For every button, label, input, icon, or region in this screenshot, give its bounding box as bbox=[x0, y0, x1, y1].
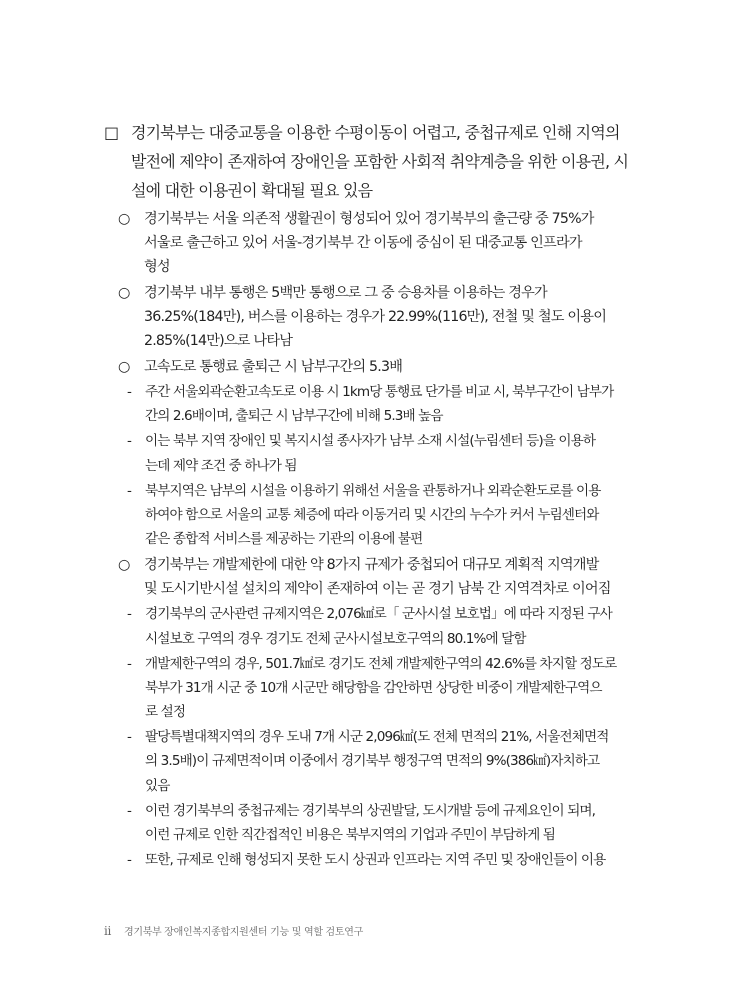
main-section-item bbox=[0, 118, 741, 205]
paragraph-line: 팔당특별대책지역의 경우 도내 7개 시군 2,096㎢(도 전체 면적의 21%, 서울전체면적 bbox=[145, 729, 609, 746]
bullet-line bbox=[0, 700, 741, 724]
bullet-line bbox=[0, 231, 741, 255]
bullet-line bbox=[0, 676, 741, 700]
paragraph-line: 간의 2.6배이며, 출퇴근 시 남부구간에 비해 5.3배 높음 bbox=[145, 408, 443, 425]
paragraph-line: 고속도로 통행료 출퇴근 시 남부구간의 5.3배 bbox=[144, 359, 403, 375]
detail-item bbox=[0, 799, 741, 847]
bullet-line bbox=[0, 627, 741, 651]
page-number: ii bbox=[104, 924, 112, 938]
paragraph-line: 로 설정 bbox=[145, 704, 186, 721]
paragraph-line: 및 도시기반시설 설치의 제약이 존재하여 이는 곧 경기 남북 간 지역격차로 이어짐 bbox=[144, 581, 611, 598]
bullet-line bbox=[0, 652, 741, 676]
bullet-line bbox=[0, 429, 741, 453]
detail-item bbox=[0, 602, 741, 650]
bullet-line bbox=[0, 176, 741, 205]
bullet-line bbox=[0, 281, 741, 305]
paragraph-line: 이런 규제로 인한 직간접적인 비용은 북부지역의 기업과 주민이 부담하게 됨 bbox=[145, 827, 555, 843]
dash-bullet-marker: - bbox=[127, 384, 132, 400]
paragraph-line: 36.25%(184만), 버스를 이용하는 경우가 22.99%(116만), 전철 및 철도 이용이 bbox=[144, 309, 607, 325]
dash-bullet-marker: - bbox=[127, 802, 132, 819]
sub-section-item bbox=[0, 355, 741, 379]
dash-bullet-marker: - bbox=[127, 655, 132, 672]
paragraph-line: 경기북부는 개발제한에 대한 약 8가지 규제가 중첩되어 대규모 계획적 지역개발 bbox=[144, 557, 599, 574]
paragraph-line: 의 3.5배)이 규제면적이며 이중에서 경기북부 행정구역 면적의 9%(386㎢)자치하고 bbox=[145, 753, 600, 770]
bullet-line bbox=[0, 329, 741, 353]
bullet-line bbox=[0, 799, 741, 823]
bullet-line bbox=[0, 454, 741, 478]
paragraph-line: 서울로 출근하고 있어 서울-경기북부 간 이동에 중심이 된 대중교통 인프라가 bbox=[144, 235, 582, 251]
circle-bullet-marker: ○ bbox=[118, 359, 130, 375]
paragraph-line: 경기북부는 서울 의존적 생활권이 형성되어 있어 경기북부의 출근량 중 75%가 bbox=[144, 211, 594, 227]
document-body bbox=[0, 118, 741, 872]
circle-bullet-marker: ○ bbox=[118, 211, 130, 227]
paragraph-line: 경기북부는 대중교통을 이용한 수평이동이 어렵고, 중첩규제로 인해 지역의 bbox=[131, 123, 620, 142]
paragraph-line: 경기북부의 군사관련 규제지역은 2,076㎢로「 군사시설 보호법」에 따라 지정된 구사 bbox=[145, 606, 612, 623]
bullet-line bbox=[0, 355, 741, 379]
paragraph-line: 설에 대한 이용권이 확대될 필요 있음 bbox=[131, 181, 373, 200]
dash-bullet-marker: - bbox=[127, 852, 132, 869]
bullet-line bbox=[0, 725, 741, 749]
paragraph-line: 이는 북부 지역 장애인 및 복지시설 종사자가 남부 소재 시설(누림센터 등)을 이용하 bbox=[145, 433, 596, 450]
footer-report-title: 경기북부 장애인복지종합지원센터 기능 및 역할 검토연구 bbox=[123, 927, 364, 938]
bullet-line bbox=[0, 479, 741, 503]
detail-item bbox=[0, 848, 741, 872]
paragraph-line: 2.85%(14만)으로 나타남 bbox=[144, 333, 293, 349]
dash-bullet-marker: - bbox=[127, 433, 132, 450]
bullet-line bbox=[0, 255, 741, 279]
circle-bullet-marker: ○ bbox=[118, 285, 130, 301]
paragraph-line: 형성 bbox=[144, 259, 170, 275]
sub-section-item bbox=[0, 281, 741, 353]
dash-bullet-marker: - bbox=[127, 606, 132, 623]
paragraph-line: 주간 서울외곽순환고속도로 이용 시 1km당 통행료 단가를 비교 시, 북부구간이 남부가 bbox=[145, 384, 614, 400]
paragraph-line: 하여야 함으로 서울의 교통 체증에 따라 이동거리 및 시간의 누수가 커서 누림센터와 bbox=[145, 506, 599, 523]
paragraph-line: 북부지역은 남부의 시설을 이용하기 위해선 서울을 관통하거나 외곽순환도로를 이용 bbox=[145, 482, 601, 499]
detail-item bbox=[0, 429, 741, 477]
bullet-line bbox=[0, 577, 741, 601]
detail-item bbox=[0, 380, 741, 428]
bullet-line bbox=[0, 527, 741, 551]
bullet-line bbox=[0, 118, 741, 147]
detail-item bbox=[0, 652, 741, 725]
bullet-line bbox=[0, 749, 741, 773]
sub-section-item bbox=[0, 207, 741, 279]
page-footer bbox=[104, 923, 363, 938]
paragraph-line: 같은 종합적 서비스를 제공하는 기관의 이용에 불편 bbox=[145, 531, 423, 548]
bullet-line bbox=[0, 774, 741, 798]
detail-item bbox=[0, 479, 741, 552]
square-bullet-marker: □ bbox=[104, 123, 119, 142]
bullet-line bbox=[0, 380, 741, 404]
bullet-line bbox=[0, 207, 741, 231]
bullet-line bbox=[0, 503, 741, 527]
circle-bullet-marker: ○ bbox=[118, 557, 130, 574]
paragraph-line: 경기북부 내부 통행은 5백만 통행으로 그 중 승용차를 이용하는 경우가 bbox=[144, 285, 547, 301]
detail-item bbox=[0, 725, 741, 798]
bullet-line bbox=[0, 602, 741, 626]
bullet-line bbox=[0, 404, 741, 428]
bullet-line bbox=[0, 305, 741, 329]
paragraph-line: 발전에 제약이 존재하여 장애인을 포함한 사회적 취약계층을 위한 이용권, 시 bbox=[131, 152, 629, 171]
bullet-line bbox=[0, 147, 741, 176]
paragraph-line: 시설보호 구역의 경우 경기도 전체 군사시설보호구역의 80.1%에 달함 bbox=[145, 630, 526, 647]
paragraph-line: 있음 bbox=[145, 777, 170, 794]
paragraph-line: 이런 경기북부의 중첩규제는 경기북부의 상권발달, 도시개발 등에 규제요인이 되며, bbox=[145, 802, 596, 819]
sub-section-item bbox=[0, 553, 741, 601]
paragraph-line: 또한, 규제로 인해 형성되지 못한 도시 상권과 인프라는 지역 주민 및 장애인들이 이용 bbox=[145, 852, 606, 869]
bullet-line bbox=[0, 553, 741, 577]
bullet-line bbox=[0, 848, 741, 872]
bullet-line bbox=[0, 823, 741, 847]
dash-bullet-marker: - bbox=[127, 729, 132, 746]
dash-bullet-marker: - bbox=[127, 482, 132, 499]
paragraph-line: 는데 제약 조건 중 하나가 됨 bbox=[145, 457, 297, 474]
paragraph-line: 개발제한구역의 경우, 501.7㎢로 경기도 전체 개발제한구역의 42.6%를 차지할 정도로 bbox=[145, 655, 617, 672]
paragraph-line: 북부가 31개 시군 중 10개 시군만 해당함을 감안하면 상당한 비중이 개발제한구역으 bbox=[145, 679, 602, 696]
